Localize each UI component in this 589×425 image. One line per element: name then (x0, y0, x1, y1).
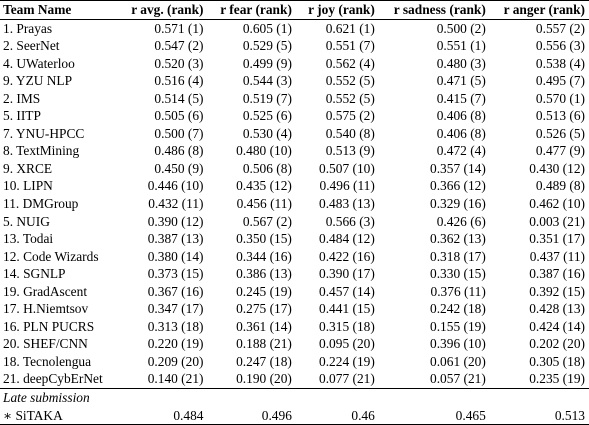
score-cell: 0.387 (16) (529, 266, 585, 282)
score-cell: 0.373 (15) (147, 266, 204, 282)
team-name-cell: 12. Code Wizards (3, 248, 99, 264)
table-row (0, 107, 589, 125)
score-cell: 0.540 (8) (325, 125, 375, 141)
score-cell: 0.516 (4) (154, 73, 204, 89)
score-cell: 0.305 (18) (529, 353, 585, 369)
score-cell: 0.077 (21) (319, 371, 375, 387)
score-cell: 0.551 (7) (325, 38, 375, 54)
score-cell: 0.415 (7) (436, 90, 486, 106)
score-cell: 0.351 (17) (529, 231, 585, 247)
score-cell: 0.520 (3) (154, 55, 204, 71)
score-cell: 0.556 (3) (535, 38, 585, 54)
score-cell: 0.480 (3) (436, 55, 486, 71)
team-name-cell: 9. XRCE (3, 160, 53, 176)
table-row (0, 230, 589, 248)
score-cell: 0.570 (1) (535, 90, 585, 106)
team-name-cell: 17. H.Niemtsov (3, 301, 89, 317)
score-cell: 0.430 (12) (529, 160, 585, 176)
late-table-row (0, 407, 589, 425)
score-cell: 0.513 (9) (325, 143, 375, 159)
team-name-cell: 16. PLN PUCRS (3, 318, 95, 334)
team-name-cell: 8. TextMining (3, 143, 80, 159)
score-cell: 0.095 (20) (319, 336, 375, 352)
team-name-cell: 20. SHEF/CNN (3, 336, 88, 352)
team-name-cell: 14. SGNLP (3, 266, 66, 282)
score-cell: 0.472 (4) (436, 143, 486, 159)
score-cell: 0.486 (8) (154, 143, 204, 159)
score-cell: 0.441 (15) (319, 301, 375, 317)
score-cell: 0.380 (14) (147, 248, 204, 264)
score-cell: 0.344 (16) (236, 248, 292, 264)
score-cell: 0.057 (21) (430, 371, 486, 387)
score-cell: 0.484 (173, 407, 204, 423)
score-cell: 0.571 (1) (154, 20, 204, 36)
score-cell: 0.495 (7) (535, 73, 585, 89)
table-row (0, 353, 589, 371)
team-name-cell: 1. Prayas (3, 20, 53, 36)
score-cell: 0.245 (19) (236, 283, 292, 299)
team-name-cell: 9. YZU NLP (3, 73, 73, 89)
score-cell: 0.406 (8) (436, 125, 486, 141)
score-cell: 0.46 (351, 407, 375, 423)
score-cell: 0.435 (12) (236, 178, 292, 194)
table-row (0, 213, 589, 231)
score-cell: 0.496 (261, 407, 292, 423)
score-cell: 0.392 (15) (529, 283, 585, 299)
score-cell: 0.538 (4) (535, 55, 585, 71)
score-cell: 0.462 (10) (529, 196, 585, 212)
score-cell: 0.562 (4) (325, 55, 375, 71)
score-cell: 0.552 (5) (325, 90, 375, 106)
score-cell: 0.480 (10) (236, 143, 292, 159)
score-cell: 0.529 (5) (242, 38, 292, 54)
team-name-cell: 5. NUIG (3, 213, 50, 229)
score-cell: 0.362 (13) (430, 231, 486, 247)
score-cell: 0.477 (9) (535, 143, 585, 159)
column-header: r anger (rank) (503, 2, 585, 17)
score-cell: 0.513 (554, 407, 585, 423)
column-header: Team Name (3, 2, 72, 17)
score-cell: 0.526 (5) (535, 125, 585, 141)
score-cell: 0.357 (14) (430, 160, 486, 176)
score-cell: 0.209 (20) (147, 353, 204, 369)
score-cell: 0.499 (9) (242, 55, 292, 71)
score-cell: 0.330 (15) (430, 266, 486, 282)
score-cell: 0.605 (1) (242, 20, 292, 36)
score-cell: 0.500 (7) (154, 125, 204, 141)
score-cell: 0.507 (10) (319, 160, 375, 176)
table-row (0, 248, 589, 266)
team-name-cell: 10. LIPN (3, 178, 53, 194)
score-cell: 0.329 (16) (430, 196, 486, 212)
score-cell: 0.566 (3) (325, 213, 375, 229)
score-cell: 0.275 (17) (236, 301, 292, 317)
score-cell: 0.202 (20) (529, 336, 585, 352)
score-cell: 0.437 (11) (529, 248, 585, 264)
column-header: r joy (rank) (308, 2, 375, 17)
score-cell: 0.575 (2) (325, 108, 375, 124)
table-row (0, 125, 589, 143)
score-cell: 0.500 (2) (436, 20, 486, 36)
table-row (0, 300, 589, 318)
table-row (0, 142, 589, 160)
score-cell: 0.242 (18) (430, 301, 486, 317)
team-name-cell: 4. UWaterloo (3, 55, 75, 71)
score-cell: 0.422 (16) (319, 248, 375, 264)
score-cell: 0.188 (21) (236, 336, 292, 352)
score-cell: 0.313 (18) (147, 318, 204, 334)
column-header: r sadness (rank) (393, 2, 486, 17)
table-row (0, 318, 589, 336)
score-cell: 0.484 (12) (319, 231, 375, 247)
score-cell: 0.376 (11) (430, 283, 486, 299)
score-cell: 0.347 (17) (147, 301, 204, 317)
score-cell: 0.390 (17) (319, 266, 375, 282)
score-cell: 0.557 (2) (535, 20, 585, 36)
score-cell: 0.513 (6) (535, 108, 585, 124)
score-cell: 0.506 (8) (242, 160, 292, 176)
score-cell: 0.446 (10) (147, 178, 204, 194)
table-row (0, 90, 589, 108)
score-cell: 0.456 (11) (236, 196, 292, 212)
score-cell: 0.315 (18) (319, 318, 375, 334)
score-cell: 0.220 (19) (147, 336, 204, 352)
table-row (0, 37, 589, 55)
column-header: r avg. (rank) (131, 2, 204, 17)
table-header (0, 1, 589, 20)
score-cell: 0.483 (13) (319, 196, 375, 212)
score-cell: 0.471 (5) (436, 73, 486, 89)
score-cell: 0.406 (8) (436, 108, 486, 124)
score-cell: 0.190 (20) (236, 371, 292, 387)
score-cell: 0.551 (1) (436, 38, 486, 54)
score-cell: 0.519 (7) (242, 90, 292, 106)
team-name-cell: 18. Tecnolengua (3, 353, 92, 369)
table-row (0, 72, 589, 90)
team-name-cell: 19. GradAscent (3, 283, 88, 299)
team-name-cell: 13. Todai (3, 231, 54, 247)
score-cell: 0.505 (6) (154, 108, 204, 124)
team-name-cell: 2. IMS (3, 90, 41, 106)
team-name-cell: 5. IITP (3, 108, 41, 124)
table-row (0, 55, 589, 73)
score-cell: 0.003 (21) (529, 213, 585, 229)
score-cell: 0.514 (5) (154, 90, 204, 106)
team-name-cell: 7. YNU-HPCC (3, 125, 85, 141)
score-cell: 0.424 (14) (529, 318, 585, 334)
score-cell: 0.457 (14) (319, 283, 375, 299)
score-cell: 0.496 (11) (319, 178, 375, 194)
table-row (0, 370, 589, 388)
score-cell: 0.140 (21) (147, 371, 204, 387)
score-cell: 0.489 (8) (535, 178, 585, 194)
table-row (0, 335, 589, 353)
score-cell: 0.544 (3) (242, 73, 292, 89)
table-row (0, 265, 589, 283)
table-row (0, 19, 589, 37)
table-row (0, 177, 589, 195)
table-row (0, 283, 589, 301)
score-cell: 0.426 (6) (436, 213, 486, 229)
score-cell: 0.350 (15) (236, 231, 292, 247)
score-cell: 0.386 (13) (236, 266, 292, 282)
score-cell: 0.450 (9) (154, 160, 204, 176)
score-cell: 0.396 (10) (430, 336, 486, 352)
score-cell: 0.547 (2) (154, 38, 204, 54)
team-name-cell: 21. deepCybErNet (3, 371, 103, 387)
column-header: r fear (rank) (220, 2, 292, 17)
header-row (0, 1, 589, 20)
late-submission-label-row (0, 389, 589, 407)
score-cell: 0.061 (20) (430, 353, 486, 369)
team-name-cell: ∗ SiTAKA (3, 407, 63, 423)
score-cell: 0.621 (1) (325, 20, 375, 36)
score-cell: 0.318 (17) (430, 248, 486, 264)
score-cell: 0.465 (455, 407, 486, 423)
score-cell: 0.235 (19) (529, 371, 585, 387)
score-cell: 0.361 (14) (236, 318, 292, 334)
table-row (0, 160, 589, 178)
score-cell: 0.155 (19) (430, 318, 486, 334)
late-submission-label: Late submission (0, 389, 589, 407)
score-cell: 0.428 (13) (529, 301, 585, 317)
score-cell: 0.552 (5) (325, 73, 375, 89)
score-cell: 0.366 (12) (430, 178, 486, 194)
table-row (0, 195, 589, 213)
score-cell: 0.387 (13) (147, 231, 204, 247)
score-cell: 0.224 (19) (319, 353, 375, 369)
team-name-cell: 11. DMGroup (3, 196, 79, 212)
score-cell: 0.247 (18) (236, 353, 292, 369)
score-cell: 0.390 (12) (147, 213, 204, 229)
score-cell: 0.525 (6) (242, 108, 292, 124)
score-cell: 0.367 (16) (147, 283, 204, 299)
score-cell: 0.530 (4) (242, 125, 292, 141)
score-cell: 0.567 (2) (242, 213, 292, 229)
score-cell: 0.432 (11) (148, 196, 204, 212)
table-body (0, 19, 589, 425)
team-name-cell: 2. SeerNet (3, 38, 60, 54)
